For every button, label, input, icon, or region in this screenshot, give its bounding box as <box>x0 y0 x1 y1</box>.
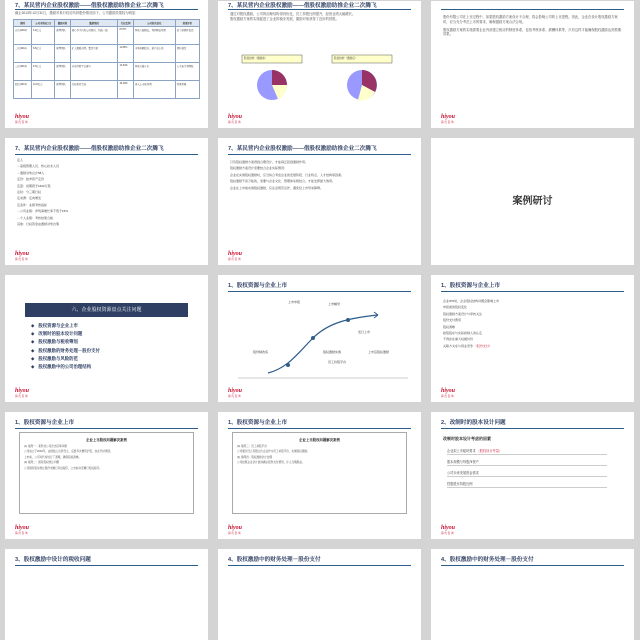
slide-title: 4、股权激励中的财务处理－股份支付 <box>228 557 321 563</box>
slide-title: 1、股权资源与企业上市 <box>228 420 288 426</box>
logo-brand: hiyou <box>15 388 30 394</box>
table-row <box>14 27 200 45</box>
stage-label: 上市申报 <box>288 300 301 304</box>
list-item: 定来源：定向增发 <box>17 196 42 201</box>
cell: 进入上市辅导期 <box>133 81 175 99</box>
cell: 三次(2012) <box>14 63 32 81</box>
hiyou-logo <box>15 388 29 398</box>
agenda-label: 股权激励的财务处理－股份支付 <box>38 347 100 353</box>
cell: 管理团队 <box>55 45 70 63</box>
agenda-label: 股权激励与风险防范 <box>38 355 78 361</box>
cell: 效果显著 <box>175 81 199 99</box>
hiyou-logo <box>15 251 29 261</box>
slide-case-study <box>431 138 634 265</box>
agenda-item <box>31 339 100 345</box>
logo-sub: 海 优 咨 询 <box>15 121 28 124</box>
cell: 营收突破十亿 <box>133 63 175 81</box>
table-row <box>14 63 200 81</box>
title-rule <box>15 154 198 155</box>
list-item: 企业在实施股权激励时，应当综合考虑企业的发展阶段、行业特点、人才结构等因素。 <box>230 172 345 177</box>
logo-brand: hiyou <box>228 525 243 531</box>
slide-plan-items <box>5 138 208 265</box>
title-rule <box>441 428 624 429</box>
cell: 管理团队 <box>55 81 70 99</box>
logo-sub: 海 优 咨 询 <box>15 532 28 535</box>
cell: 管理团队 <box>55 63 70 81</box>
list-item: 企业IPO时，企业股权结构问题会影响上市 <box>443 299 500 303</box>
result-table <box>13 19 200 99</box>
cell: 团队稳定 <box>175 45 199 63</box>
plan-list <box>17 158 68 228</box>
hiyou-logo <box>15 114 29 124</box>
case-document <box>232 432 407 514</box>
slide-title: 7、某民营内企业股权激励——借股权激励助推企业二次腾飞 <box>228 3 377 9</box>
red-note: （股份支付） <box>473 343 492 348</box>
doc-line: 公司按照企业会计准则确认股份支付费用，计入当期损益。 <box>237 461 305 465</box>
slide-title: 1、股权资源与企业上市 <box>441 283 501 289</box>
paragraph: 股权激励方案的实施需要企业内部建立相应的制度体系，包括考核体系、薪酬体系等，只有这样才能确保股权激励达到预期效果。 <box>443 27 622 37</box>
pie1-label: 股权结构（激励前） <box>244 57 268 60</box>
slide-title: 7、某民营内企业股权激励——借股权激励助推企业二次腾飞 <box>228 146 377 152</box>
cell: 核心骨干认购公司股份，利益一致 <box>70 27 118 45</box>
agenda-item <box>31 348 100 354</box>
logo-brand: hiyou <box>228 388 243 394</box>
list-item: 公司未来发展资金需求 <box>447 470 607 477</box>
logo-sub: 海 优 咨 询 <box>15 395 28 398</box>
agenda-list <box>31 323 100 372</box>
bullet-icon: ◆ <box>31 347 35 353</box>
cell: 10.8亿元 <box>32 81 55 99</box>
title-rule <box>15 428 198 429</box>
agenda-item <box>31 364 100 370</box>
stage-label: 发行上市 <box>358 330 371 334</box>
cell: 8.57% <box>118 27 133 45</box>
item-text: 企业拟上市板块要求 <box>447 449 476 453</box>
cell: 营收大幅增长，利润增长明显 <box>133 27 175 45</box>
hiyou-logo <box>441 114 455 124</box>
list-item: 企业在上市前实施股权激励，应注意规范运作，避免给上市带来障碍。 <box>230 185 324 190</box>
logo-brand: hiyou <box>228 114 243 120</box>
list-item: 股份支付费用 <box>443 318 462 323</box>
red-note: （股权设计考量） <box>476 449 503 453</box>
sub-heading: 改制时股本设计考虑的因素 <box>443 436 491 441</box>
title-rule <box>441 565 624 566</box>
logo-sub: 海 优 咨 询 <box>228 395 241 398</box>
bullet-icon: ◆ <box>31 331 35 337</box>
title-rule <box>228 291 411 292</box>
list-item: 其他：行权资金由激励对象自筹 <box>17 221 60 226</box>
logo-brand: hiyou <box>441 525 456 531</box>
hiyou-logo <box>441 525 455 535</box>
agenda-item <box>31 323 100 329</box>
bullet-text: 通过对股权激励，公司的治理结构得到优化，员工持股比例提升，经营业绩大幅增长。 <box>230 12 356 16</box>
milestone-dot <box>346 318 350 322</box>
list-item: 定时：分三期行权 <box>17 189 42 194</box>
cell: 管理团队 <box>55 27 70 45</box>
cell: 8.6亿元 <box>32 45 55 63</box>
hiyou-logo <box>228 251 242 261</box>
milestone-dot <box>286 363 290 367</box>
slide-share-payment-1 <box>218 549 421 640</box>
doc-line: 公司成立于2004年，由创始人出资设立，后经多次增资扩股，存在代持情况。 <box>24 450 113 454</box>
agenda-header: 六、企业股权资源盘点关注问题 <box>25 303 188 317</box>
logo-sub: 海 优 咨 询 <box>15 258 28 261</box>
list-item: －公司业绩：净利润增长率不低于15% <box>17 209 69 214</box>
doc-line: (1) 案例一：某科技公司历史沿革问题 <box>24 445 67 448</box>
milestone-dot <box>311 336 315 340</box>
case-document <box>19 432 194 514</box>
paragraph: 股份有限公司在上市过程中，如果股权激励方案设计不合理，将会影响公司的上市进程。因此，企业在设计股权激励方案时，应当充分考虑上市的要求，确保激励方案合法合规。 <box>443 15 618 24</box>
list-item: 股权清晰 <box>443 324 456 329</box>
slide-case-doc-2 <box>218 412 421 539</box>
cell: 四次(2013) <box>14 81 32 99</box>
agenda-item <box>31 331 100 337</box>
logo-brand: hiyou <box>441 114 456 120</box>
slide-tax <box>5 549 208 640</box>
slide-pie-charts <box>218 1 421 128</box>
intro-text: 截止2013年12月31日，激励对象行权后所持股份情况如下，公司激励效果较为明显： <box>15 11 139 15</box>
logo-sub: 海 优 咨 询 <box>228 532 241 535</box>
stage-label: 员工持股平台 <box>328 360 347 364</box>
doc-line: (2) 案例二：国有股权转让问题 <box>24 461 60 465</box>
slide-share-payment-2 <box>431 549 634 640</box>
pie-chart-after <box>330 53 400 103</box>
list-item: 定条件：业绩考核指标 <box>17 202 48 207</box>
item-text: 关联方关系与同业竞争 <box>443 343 474 348</box>
title-rule <box>441 291 624 292</box>
list-item: 定人 <box>17 158 24 162</box>
pie2-label: 股权结构（激励后） <box>334 57 358 60</box>
agenda-label: 改制时的股本设计问题 <box>38 331 83 337</box>
hiyou-logo <box>15 525 29 535</box>
th: 公司经营变化 <box>133 20 175 27</box>
slide-ipo-issues <box>431 275 634 402</box>
agenda-label: 股权资源与企业上市 <box>38 323 78 328</box>
cell: 6.2亿元 <box>32 27 55 45</box>
cell: 市场份额提升，新产品上线 <box>133 45 175 63</box>
table-row <box>14 45 200 63</box>
th: 效果评价 <box>175 20 199 27</box>
list-item: 控股股东与实际控制人的认定 <box>443 330 483 335</box>
slide-title: 2、改制时的股本设计问题 <box>441 420 506 426</box>
stage-label: 股份制改造 <box>253 350 269 354</box>
slide-case-doc-1 <box>5 412 208 539</box>
cell: 二次(2011) <box>14 45 32 63</box>
list-item: －高级管理人员、核心技术人员 <box>17 164 60 169</box>
list-item: 申报前的股权变化 <box>443 305 468 310</box>
pie-slice <box>272 70 287 85</box>
logo-brand: hiyou <box>15 251 30 257</box>
conclusion-list <box>230 160 411 192</box>
list-item: 控股股东持股比例 <box>447 481 607 488</box>
cell: 15.20% <box>118 81 133 99</box>
logo-sub: 海 优 咨 询 <box>228 121 241 124</box>
hiyou-logo <box>441 388 455 398</box>
doc-line: (4) 案例四：股权激励会计处理 <box>237 455 273 459</box>
list-item: 不得存在重大权属纠纷 <box>443 337 474 342</box>
list-item: －个人业绩：考核结果合格 <box>17 215 54 220</box>
cell: 员工积极性提高 <box>175 27 199 45</box>
hiyou-logo <box>228 114 242 124</box>
bullet-icon: ◆ <box>31 363 35 369</box>
th: 行权比例 <box>118 20 133 27</box>
cell: 13.64% <box>118 63 133 81</box>
stage-label: 上市后股权激励 <box>368 350 390 354</box>
cell: 9.3亿元 <box>32 63 55 81</box>
title-rule <box>441 9 624 10</box>
pie-chart-before <box>240 53 310 103</box>
logo-brand: hiyou <box>15 114 30 120</box>
title-rule <box>15 9 198 10</box>
case-study-title: 案例研讨 <box>512 196 553 207</box>
factor-list <box>447 448 607 492</box>
th: 激励对象 <box>55 20 70 27</box>
doc-line: 公司国有股东转让股份未履行评估程序，上市前补充履行相关程序。 <box>24 466 102 470</box>
slide-title: 1、股权资源与企业上市 <box>228 283 288 289</box>
doc-line: 公司通过设立有限合伙企业作为员工持股平台，实施股权激励。 <box>237 450 310 454</box>
cell: 行权条件完成 <box>70 81 118 99</box>
list-item <box>447 448 607 455</box>
title-rule <box>15 565 198 566</box>
th: 公司市值(亿元) <box>32 20 55 27</box>
logo-brand: hiyou <box>228 251 243 257</box>
doc-title: 企业上市股权问题解决案例 <box>86 438 127 442</box>
title-rule <box>228 9 411 10</box>
cell: 首次(2010) <box>14 27 32 45</box>
cell: 人才流失率降低 <box>175 63 199 81</box>
list-item: 定量：首期授予1620万股 <box>17 183 51 188</box>
list-item: 股权激励方案设计需要结合企业实际情况： <box>230 166 288 171</box>
hiyou-logo <box>228 388 242 398</box>
slide-ipo-curve <box>218 275 421 402</box>
slide-agenda <box>5 275 208 402</box>
slide-title: 7、某民营内企业股权激励——借股权激励助推企业二次腾飞 <box>15 146 164 152</box>
list-item: 只有股权激励方案得到合理设计，才能真正起到激励作用。 <box>230 160 309 164</box>
title-rule <box>228 565 411 566</box>
cell: 扩大激励范围，覆盖中层 <box>70 45 118 63</box>
slide-result-table <box>5 1 208 128</box>
bullet-icon: ◆ <box>31 339 35 345</box>
logo-sub: 海 优 咨 询 <box>441 395 454 398</box>
table-header-row <box>14 20 200 27</box>
stage-label: 股权激励实施 <box>323 350 342 354</box>
agenda-item <box>31 356 100 362</box>
list-item: 定价：按净资产定价 <box>17 177 45 182</box>
doc-line: 上市前，公司对代持进行了清理，确保股权清晰。 <box>24 455 82 459</box>
bullet-icon: ◆ <box>31 323 35 328</box>
list-item <box>443 344 499 348</box>
hiyou-logo <box>228 525 242 535</box>
issue-list <box>443 299 499 350</box>
agenda-label: 股权激励中的公司治理结构 <box>38 363 92 369</box>
logo-sub: 海 优 咨 询 <box>441 121 454 124</box>
slide-title: 7、某民营内企业股权激励——借股权激励助推企业二次腾飞 <box>15 3 164 9</box>
slide-title: 1、股权资源与企业上市 <box>15 420 75 426</box>
bullets <box>230 12 409 22</box>
cell: 11.83% <box>118 45 133 63</box>
list-item: 股权激励不是万能的，需要与企业文化、管理体系相结合，才能发挥最大效用。 <box>230 179 336 184</box>
ipo-curve-diagram <box>228 293 413 388</box>
agenda-label: 股权激励与税收筹划 <box>38 339 78 345</box>
logo-brand: hiyou <box>15 525 30 531</box>
th: 期间 <box>14 20 32 27</box>
title-rule <box>228 428 411 429</box>
cell: 全员持股平台建立 <box>70 63 118 81</box>
th: 激励情况 <box>70 20 118 27</box>
slide-title: 4、股权激励中的财务处理－股份支付 <box>441 557 534 563</box>
stage-label: 上市辅导 <box>328 302 341 306</box>
title-rule <box>228 154 411 155</box>
doc-line: (3) 案例三：员工持股平台 <box>237 445 267 448</box>
logo-sub: 海 优 咨 询 <box>441 532 454 535</box>
logo-brand: hiyou <box>441 388 456 394</box>
slide-text-notes <box>431 1 634 128</box>
growth-curve <box>268 315 378 373</box>
list-item: －激励对象总计58人 <box>17 170 45 175</box>
paragraphs <box>443 15 622 40</box>
table-row <box>14 81 200 99</box>
slide-title: 3、股权激励中设计的税收问题 <box>15 557 91 563</box>
slide-share-capital <box>431 412 634 539</box>
list-item: 股本规模与每股净资产 <box>447 459 607 466</box>
bullet-icon: ◆ <box>31 355 35 361</box>
logo-sub: 海 优 咨 询 <box>228 258 241 261</box>
doc-title: 企业上市股权问题解决案例 <box>299 438 340 442</box>
slide-conclusions <box>218 138 421 265</box>
bullet-text: 股权激励方案的实施促进了企业的稳步发展，激励对象获得了良好的回报。 <box>230 16 339 21</box>
list-item: 股权激励方案设计与审核关注 <box>443 311 483 316</box>
